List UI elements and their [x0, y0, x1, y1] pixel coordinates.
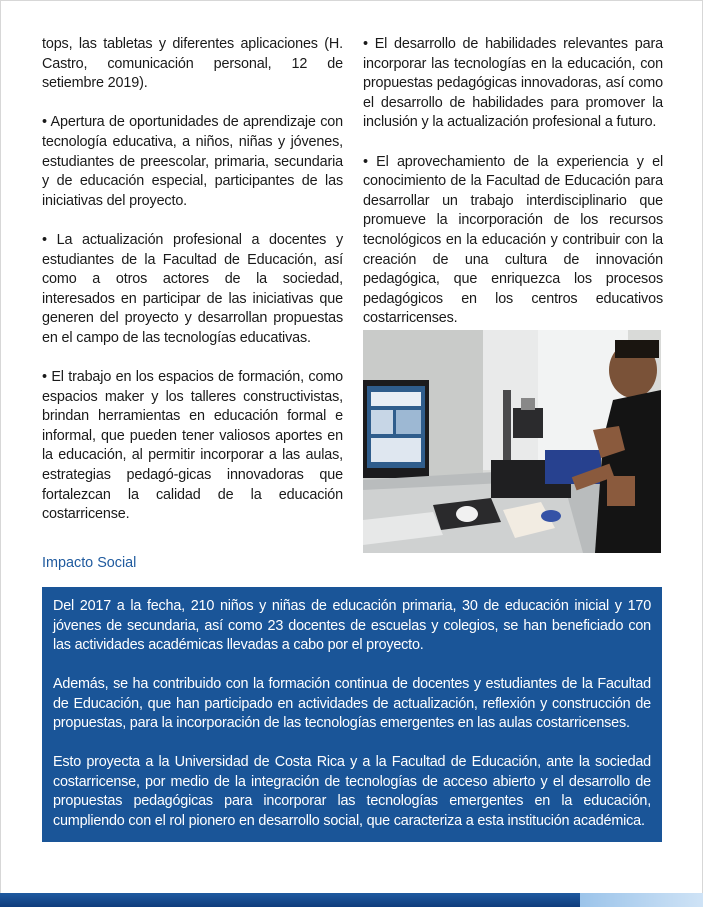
left-paragraph-2: • Apertura de oportunidades de aprendizaje con tecnología educativa, a niños, niñas y jóvenes, estudiantes de preescolar, primaria, secundaria y de educación especial, participantes de las iniciativas del proyecto. — [42, 114, 343, 209]
footer-bar-accent — [580, 893, 703, 907]
impact-paragraph-1: Del 2017 a la fecha, 210 niños y niñas de educación primaria, 30 de educación inicial y 170 jóvenes de secundaria, así como 23 docentes de escuelas y colegios, se han beneficiado con las actividades académicas llevadas a cabo por el proyecto. — [53, 598, 651, 653]
left-text-column — [42, 35, 343, 544]
left-paragraph-1: tops, las tabletas y diferentes aplicaciones (H. Castro, comunicación personal, 12 de setiembre 2019). — [42, 36, 343, 92]
footer-bar — [0, 893, 580, 907]
workshop-photo — [363, 330, 661, 553]
right-paragraph-1: • El desarrollo de habilidades relevantes para incorporar las tecnologías en la educación, con propuestas pedagógicas innovadoras, así como el desarrollo de habilidades para promover la inclusión y la actualización profesional a futuro. — [363, 36, 663, 131]
impact-summary-box — [42, 587, 662, 842]
section-title-impacto-social: Impacto Social — [42, 555, 137, 571]
impact-paragraph-2: Además, se ha contribuido con la formación continua de docentes y estudiantes de la Facultad de Educación, que han participado en actividades de actualización, reflexión y construcción de propuestas, para la incorporación de las tecnologías emergentes en las aulas costarricenses. — [53, 676, 651, 731]
right-text-column — [363, 35, 663, 349]
workshop-photo-illustration — [363, 330, 661, 553]
left-paragraph-3: • La actualización profesional a docentes y estudiantes de la Facultad de Educación, así como a otros actores de la sociedad, interesados en participar de las iniciativas que generen del proyecto y desarrollan propuestas en el campo de las tecnologías educativas. — [42, 231, 343, 346]
right-paragraph-2: • El aprovechamiento de la experiencia y el conocimiento de la Facultad de Educación para desarrollar un trabajo interdisciplinario que promueve la incorporación de los recursos tecnológicos en la educación y contribuir con la creación de una cultura de innovación pedagógica, que enriquezca los procesos pedagógicos en los centros educativos costarricenses. — [363, 153, 663, 327]
left-paragraph-4: • El trabajo en los espacios de formación, como espacios maker y los talleres constructivistas, brindan herramientas en educación formal e informal, que pueden tener valiosos aportes en la educación, al permitir incorporar a las aulas, estrategias pedagó-gicas innovadoras que fortalezcan la calidad de la educación costarricense. — [42, 369, 343, 523]
impact-paragraph-3: Esto proyecta a la Universidad de Costa Rica y a la Facultad de Educación, ante la sociedad costarricense, por medio de la integración de tecnologías de acceso abierto y el desarrollo de propuestas pedagógicas para incorporar las tecnologías emergentes en la educación, cumpliendo con el rol pionero en desarrollo social, que caracteriza a esta institución académica. — [53, 754, 651, 829]
